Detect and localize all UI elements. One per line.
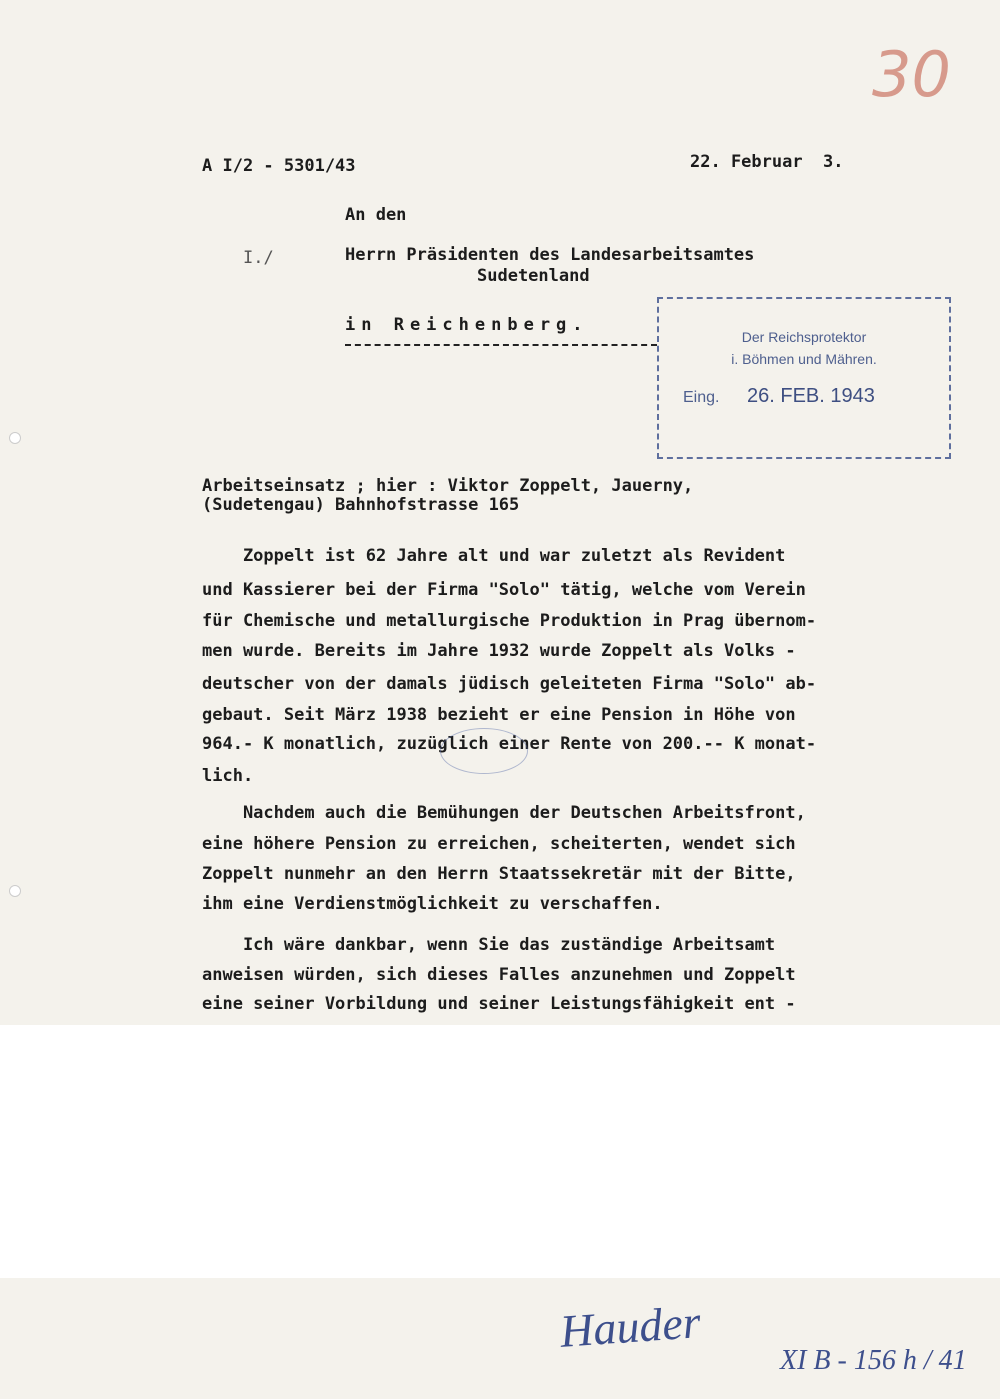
paragraph3-line-2: anweisen würden, sich dieses Falles anzunehmen und Zoppelt	[202, 965, 796, 985]
stamp-line-2: i. Böhmen und Mähren.	[731, 351, 877, 367]
receipt-stamp	[657, 297, 951, 459]
paragraph2-line-4: ihm eine Verdienstmöglichkeit zu verschaffen.	[202, 894, 663, 914]
address-line-3: Sudetenland	[477, 266, 590, 286]
paragraph1-line-3: für Chemische und metallurgische Produktion in Prag übernom-	[202, 611, 817, 631]
punch-hole-top	[9, 432, 21, 444]
paragraph3-line-1: Ich wäre dankbar, wenn Sie das zuständige Arbeitsamt	[202, 935, 776, 955]
paragraph1-line-8: lich.	[202, 766, 254, 786]
page-number: 30	[872, 38, 951, 111]
stamp-date: 26. FEB. 1943	[747, 385, 875, 407]
paragraph2-line-3: Zoppelt nunmehr an den Herrn Staatssekretär mit der Bitte,	[202, 864, 796, 884]
paragraph1-line-1: Zoppelt ist 62 Jahre alt und war zuletzt als Revident	[202, 546, 786, 566]
paragraph1-line-5: deutscher von der damals jüdisch geleiteten Firma "Solo" ab-	[202, 674, 817, 694]
signature: Hauder	[558, 1296, 703, 1357]
paragraph1-line-2: und Kassierer bei der Firma "Solo" tätig, welche vom Verein	[202, 580, 806, 600]
paragraph1-line-7: 964.- K monatlich, zuzüglich einer Rente von 200.-- K monat-	[202, 734, 817, 754]
subject-line-2: (Sudetengau) Bahnhofstrasse 165	[202, 495, 520, 515]
subject-line-1: Arbeitseinsatz ; hier : Viktor Zoppelt, Jauerny,	[202, 476, 694, 496]
stamp-line-1: Der Reichsprotektor	[741, 329, 867, 345]
paragraph3-line-3: eine seiner Vorbildung und seiner Leistungsfähigkeit ent -	[202, 994, 796, 1014]
document-page-footer	[0, 1278, 1000, 1399]
paragraph2-line-1: Nachdem auch die Bemühungen der Deutschen Arbeitsfront,	[202, 803, 806, 823]
archive-reference: XI B - 156 h / 41	[780, 1345, 967, 1376]
address-line-1: An den	[345, 205, 407, 225]
paragraph1-line-4: men wurde. Bereits im Jahre 1932 wurde Zoppelt als Volks -	[202, 641, 796, 661]
punch-hole-bottom	[9, 885, 21, 897]
margin-note: I./	[243, 248, 274, 268]
address-underline	[345, 344, 657, 346]
paragraph1-line-6: gebaut. Seit März 1938 bezieht er eine Pension in Höhe von	[202, 705, 796, 725]
file-number: A I/2 - 5301/43	[202, 156, 356, 176]
address-line-4: in Reichenberg.	[345, 315, 589, 335]
letter-date: 22. Februar 3.	[690, 152, 844, 172]
stamp-line-3-label: Eing.	[683, 389, 720, 406]
paragraph2-line-2: eine höhere Pension zu erreichen, scheiterten, wendet sich	[202, 834, 796, 854]
round-stamp	[440, 728, 528, 774]
address-line-2: Herrn Präsidenten des Landesarbeitsamtes	[345, 245, 755, 265]
